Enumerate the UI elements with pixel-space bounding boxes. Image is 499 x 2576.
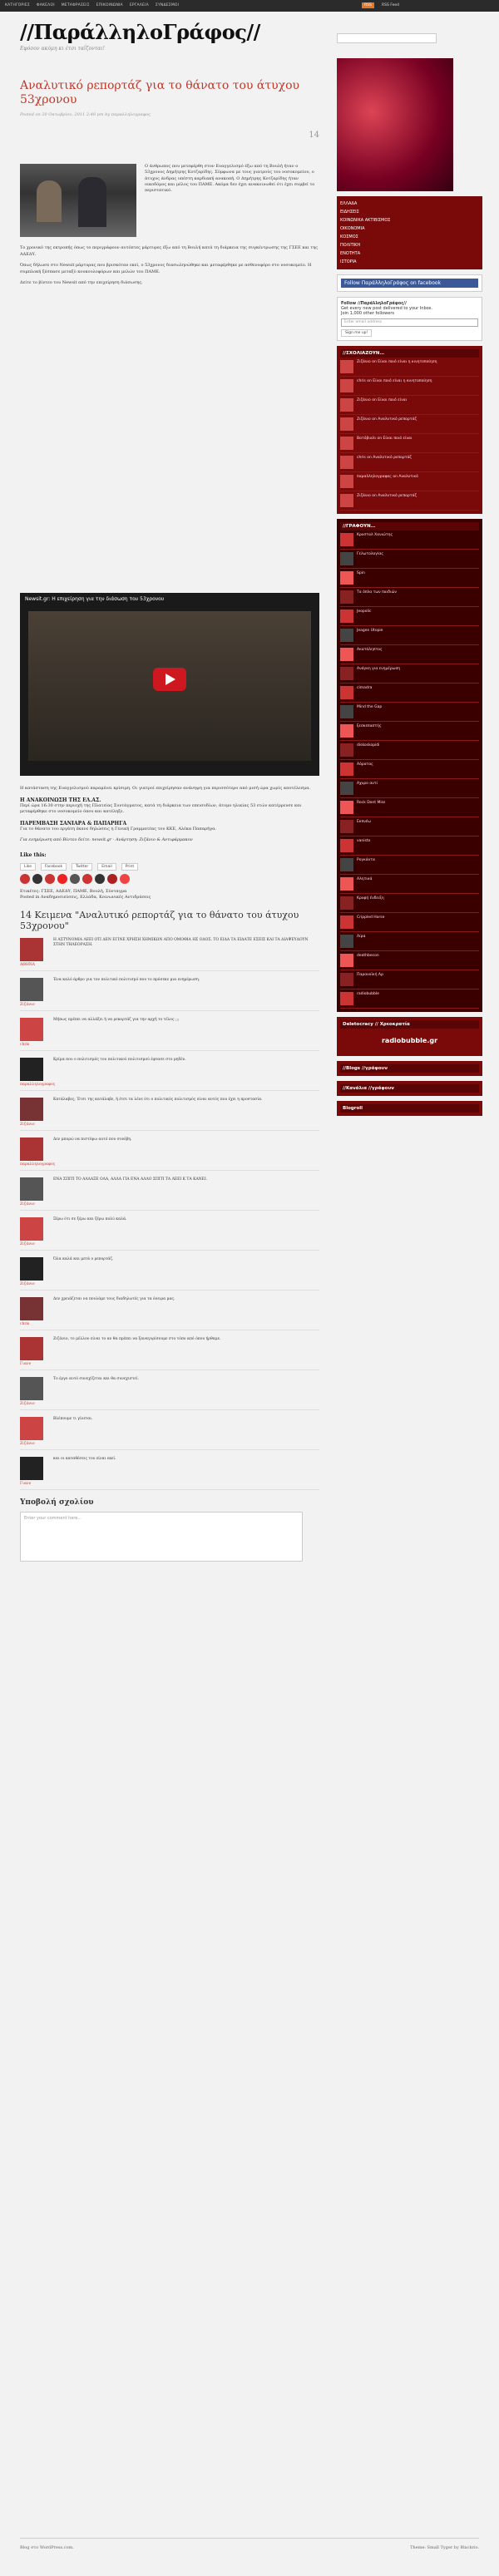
comment-author[interactable]: Ζιζάνιο	[20, 1441, 35, 1446]
comment-text: Μήπως πρέπει να αλλάξει ή να ρεκορτάζ για την αρχή το τέλος ;;;	[53, 1017, 180, 1022]
comment-text: Δεν μπορώ να πιστέψω αυτό που συνέβη.	[53, 1137, 132, 1142]
sign-up-button[interactable]: Sign me up!	[341, 329, 372, 337]
writer-thumbnail	[340, 935, 353, 948]
avatar[interactable]	[20, 1177, 43, 1201]
writer-thumbnail	[340, 724, 353, 738]
writer-thumbnail	[340, 820, 353, 833]
avatar[interactable]	[45, 874, 55, 884]
recent-comment-text: Βατόβιαλι on Είναι ποιό είναι	[357, 437, 413, 441]
avatar[interactable]	[20, 1018, 43, 1041]
comment	[20, 1171, 319, 1211]
avatar[interactable]	[20, 978, 43, 1001]
comment-text: Ζιζάνιο, το μέλλον είναι το αν θα πρέπει να ξαναγυρίσουμε στο τόπο από όπου ήρθαμε.	[53, 1336, 221, 1341]
writer-thumbnail	[340, 648, 353, 661]
category-list	[340, 200, 479, 266]
avatar[interactable]	[82, 874, 92, 884]
main-content	[20, 79, 319, 1521]
comment	[20, 1051, 319, 1091]
video-player[interactable]	[20, 593, 319, 776]
writer-item[interactable]	[340, 683, 479, 703]
footer-theme[interactable]: Theme: Small Tyger by Blackrio.	[410, 2545, 479, 2550]
writer-item[interactable]	[340, 836, 479, 856]
comment-text: Ένα καλό άρθρο για τον πολιτικό πολιτισμό που το πρόσεκε μια ενημέρωση.	[53, 977, 200, 982]
avatar	[340, 360, 353, 373]
nav-item[interactable]: ΕΡΓΑΛΕΙΑ	[129, 3, 149, 7]
recent-comment-item[interactable]	[340, 472, 479, 491]
avatar	[340, 494, 353, 507]
twitter-share-button[interactable]: Twitter	[72, 863, 92, 871]
paragraph: Η κατάσταση της Ευαγγελισμού παραμένει κρίσιμη. Οι γιατροί επιχείρησαν ανάνηψη για περισσότερο από μισή ώρα χωρίς αποτέλεσμα.	[20, 786, 311, 791]
comment-author[interactable]: Γιανν	[20, 1361, 32, 1366]
avatar[interactable]	[20, 1257, 43, 1281]
site-header	[20, 20, 319, 52]
writer-item[interactable]	[340, 760, 479, 779]
categories-box	[337, 196, 482, 269]
rss-feed-link[interactable]: RSS Feed	[381, 3, 399, 7]
avatar[interactable]	[20, 1137, 43, 1161]
comments-heading: 14 Κειμενα "Αναλυτικό ρεπορτάζ για το θάνατο του άτυχου 53χρονου"	[20, 909, 299, 931]
writers-box	[337, 519, 482, 1012]
comment-text: Ξέρω ότι σε ξέρω και ξέρω πολύ καλά.	[53, 1216, 127, 1221]
comment-author[interactable]: Ζιζάνιο	[20, 1122, 35, 1127]
recent-comment-text: chris on Είναι ποιό είναι η κινητοποίηση	[357, 379, 432, 383]
comment	[20, 1410, 319, 1450]
writer-thumbnail	[340, 782, 353, 795]
category-item[interactable]: ΟΙΚΟΝΟΜΙΑ	[340, 226, 365, 231]
comment	[20, 1370, 319, 1410]
writer-item[interactable]	[340, 530, 479, 550]
writer-thumbnail	[340, 571, 353, 585]
post-body	[20, 245, 319, 287]
recent-comment-text: Ζιζάνιο on Αναλυτικό ρεπορτάζ	[357, 417, 417, 422]
play-icon[interactable]	[153, 668, 186, 691]
facebook-follow-box[interactable]	[337, 274, 482, 292]
writer-name: Κρυφή ένδειξη	[357, 896, 384, 901]
avatar[interactable]	[20, 1417, 43, 1440]
post-title[interactable]: Αναλυτικό ρεπορτάζ για το θάνατο του άτυχου 53χρονου	[20, 79, 300, 106]
sidebar	[337, 58, 482, 1116]
writers-list	[340, 530, 479, 1009]
site-title[interactable]: //ΠαράλληλοΓράφος//	[20, 20, 260, 44]
writer-item[interactable]	[340, 951, 479, 970]
follow-title: Follow //ΠαράλληλοΓράφος//	[341, 301, 407, 306]
comment-text: Βλέπουμε τι γίνεται.	[53, 1416, 93, 1421]
writer-name: Αόρατος	[357, 762, 373, 767]
print-button[interactable]: Print	[121, 863, 138, 871]
paragraph: Περί ώρα 16:30 στην περιοχή της Πλατείας Συντάγματος, κατά τη διάρκεια των επεισοδίων, άτομο ηλικίας 53 ετών κατέρρευσε και μεταφέρθηκε στο νοσοκομείο όπου και κατέληξε.	[20, 802, 302, 814]
rss-icon[interactable]: RSS	[362, 2, 374, 8]
writer-name: Παρανοϊκή Αρ	[357, 973, 383, 977]
comment-text: Η ΑΣΤΥΝΟΜΙΑ ΛΕΕΙ ΟΤΙ ΔΕΝ ΕΓΙΝΕ ΧΡΗΣΗ ΧΗΜΙΚΩΝ ΑΠΟ ΟΜΟΘΙΑ ΗΣ ΟΔΟΣ. ΤΟ ΕΙΔΑ ΤΑ ΕΙΔΑΤΕ ΕΣΕΙΣ ΚΑΙ ΤΑ ΔΙΑΨΕΥΔΟΥΝ ΣΤΗΝ ΤΗΛΕΟΡΑΣΗ.	[53, 937, 309, 948]
writer-thumbnail	[340, 858, 353, 871]
lead-paragraph: Ο άνθρωπος που μετεφέρθη στον Ευαγγελισμό έξω από τη Βουλή ήταν ο 53χρονος Δημήτρης Κοτζαρίδης. Σύμφωνα με τους γιατρούς του νοσοκομείου, ο άτυχος άνδρας υπέστη καρδιακή ανακοπή. Ο Δημήτρης Κοτζαρίδης ήταν οικοδόμος και μέλος του ΠΑΜΕ. Ακόμα δεν έχει ανακοινωθεί ότι έχει συμβεί το περιστατικό.	[145, 164, 315, 193]
facebook-share-button[interactable]: Facebook	[41, 863, 67, 871]
writer-name: cimadra	[357, 686, 373, 690]
writer-item[interactable]	[340, 607, 479, 626]
comment-author[interactable]: Ζιζάνιο	[20, 1241, 35, 1246]
avatar[interactable]	[20, 1058, 43, 1081]
paragraph: Όπως δήλωσε στο Newsit μάρτυρας που βρισκόταν εκεί, ο 53χρονος διασωληνώθηκε και μεταφέρθηκε με ασθενοφόρο στο νοσοκομείο. Η συμπλοκή ξέσπασε μεταξύ κουκουλοφόρων και μελών του ΠΑΜΕ.	[20, 263, 312, 274]
avatar	[340, 417, 353, 431]
category-item[interactable]: ΙΣΤΟΡΙΑ	[340, 259, 357, 264]
comment-author[interactable]: παραλληλογραφος	[20, 1162, 56, 1167]
writer-thumbnail	[340, 533, 353, 546]
writer-name: Ακατάληπτος	[357, 648, 383, 652]
comment	[20, 1011, 319, 1051]
writer-item[interactable]	[340, 875, 479, 894]
writer-name: Ανάγκη για ενημέρωση	[357, 667, 401, 671]
recent-comment-item[interactable]	[340, 434, 479, 453]
writer-item[interactable]	[340, 741, 479, 760]
writer-thumbnail	[340, 667, 353, 680]
paragraph: Δείτε το βίντεο του Newsit από την επιχείρηση διάσωσης.	[20, 280, 143, 285]
writer-item[interactable]	[340, 645, 479, 664]
writer-item[interactable]	[340, 798, 479, 817]
nav-item[interactable]: ΕΠΙΚΟΙΝΩΝΙΑ	[96, 3, 123, 7]
channels-box	[337, 1081, 482, 1096]
avatar[interactable]	[20, 938, 43, 961]
writer-item[interactable]	[340, 989, 479, 1009]
category-item[interactable]: ΕΛΛΑΔΑ	[340, 201, 358, 206]
comment	[20, 1290, 319, 1330]
section-heading: //Blogs //γράφουν	[340, 1064, 479, 1073]
writer-item[interactable]	[340, 626, 479, 645]
email-field[interactable]: Enter email address	[341, 318, 478, 327]
lead-image	[20, 164, 136, 237]
writer-name: Αλητικά	[357, 877, 373, 881]
writer-name: Mind the Gap	[357, 705, 383, 709]
writer-item[interactable]	[340, 856, 479, 875]
avatar[interactable]	[32, 874, 42, 884]
blogroll-box	[337, 1101, 482, 1116]
email-share-button[interactable]: Email	[97, 863, 116, 871]
writer-thumbnail	[340, 629, 353, 642]
comment	[20, 1131, 319, 1171]
comment-author[interactable]: Ζιζάνιο	[20, 1202, 35, 1207]
comment	[20, 971, 319, 1011]
recent-comments-box	[337, 346, 482, 514]
avatar	[340, 379, 353, 392]
recent-comment-text: chris on Αναλυτικό ρεπορτάζ	[357, 456, 412, 460]
avatar[interactable]	[20, 1377, 43, 1400]
writer-item[interactable]	[340, 913, 479, 932]
recent-comment-item[interactable]	[340, 415, 479, 434]
comment-text: Κρίμα που ο πολιτισμός του πολιτικού πολιτισμού έφτασε στο μηδέν.	[53, 1057, 186, 1062]
avatar[interactable]	[70, 874, 80, 884]
category-item[interactable]: ΕΝΟΤΗΤΑ	[340, 251, 361, 256]
avatar[interactable]	[20, 1217, 43, 1241]
comment-text: Κατάλαβες; Έτσι της κατάλαβε, ή έτσι τα λένε ότι ο πολιτικός πολιτισμός είναι αυτός που έχει η προστασία.	[53, 1097, 263, 1102]
comment	[20, 1211, 319, 1251]
writer-name: ξεσκεπαστής	[357, 724, 382, 728]
section-heading: //ΓΡΑΦΟΥΝ…	[340, 522, 479, 530]
writer-name: Αχυρο αντί	[357, 782, 378, 786]
nav-item[interactable]: ΦΑΚΕΛΟΙ	[36, 3, 55, 7]
comment-text: ΕΝΑ ΣΠΙΤΙ ΤΟ ΑΛΛΑΞΕ ΟΛΑ, ΑΛΛΑ ΓΙΑ ΕΝΑ ΑΛΛΟ ΣΠΙΤΙ ΤΑ ΛΕΕΙ Κ ΤΑ ΚΑΝΕΙ.	[53, 1177, 208, 1182]
site-description: Εφόσον ακόμη κι έτσι ταΐζονται!	[20, 46, 105, 52]
writer-item[interactable]	[340, 932, 479, 951]
writer-item[interactable]	[340, 664, 479, 683]
top-nav-menu	[0, 0, 499, 11]
search-input[interactable]	[337, 33, 437, 43]
recent-comment-text: Ζιζάνιο on Είναι ποιό είναι	[357, 398, 408, 402]
writer-thumbnail	[340, 762, 353, 776]
follow-join: Join 1,000 other followers	[341, 311, 394, 316]
writer-item[interactable]	[340, 779, 479, 798]
writer-thumbnail	[340, 896, 353, 910]
comment-author[interactable]: ΑΘΗΝΑ	[20, 962, 36, 967]
post-meta: Posted on 20 Οκτωβρίου, 2011 2:48 pm by παραλληλογραφος	[20, 111, 151, 117]
writer-name: Crippled Horse	[357, 915, 385, 920]
comment-text: και οι καταθέσεις του είναι εκεί.	[53, 1456, 116, 1461]
writer-thumbnail	[340, 686, 353, 699]
writer-thumbnail	[340, 877, 353, 891]
writer-name: deathbecon	[357, 954, 379, 958]
writer-name: Κρυσταλ Χανιώτης	[357, 533, 393, 537]
section-heading: Deletocracy // Χρεοκρατία	[340, 1020, 479, 1029]
writer-thumbnail	[340, 839, 353, 852]
share-buttons	[20, 863, 319, 871]
writer-name: Τα όπλα των παιδιών	[357, 590, 397, 595]
comment-list	[20, 931, 319, 1490]
category-item[interactable]: ΚΟΣΜΟΣ	[340, 234, 358, 239]
writer-name: Γελωτολογίας	[357, 552, 384, 556]
nav-item[interactable]: ΚΑΤΗΓΟΡΙΕΣ	[5, 3, 30, 7]
comment-author[interactable]: Γιανν	[20, 1481, 32, 1486]
category-item[interactable]: ΕΙΔΗΣΕΙΣ	[340, 210, 359, 215]
writer-thumbnail	[340, 590, 353, 604]
comment-author[interactable]: chris	[20, 1321, 30, 1326]
recent-comment-text: Ζιζάνιο on Αναλυτικό ρεπορτάζ	[357, 494, 417, 498]
nav-item[interactable]: ΣΥΝΔΕΣΜΟΙ	[155, 3, 180, 7]
writer-name: Ρογκάντα	[357, 858, 375, 862]
email-follow-box	[337, 297, 482, 341]
avatar[interactable]	[57, 874, 67, 884]
comment-author[interactable]: Ζιζάνιο	[20, 1002, 35, 1007]
writer-name: vanisto	[357, 839, 371, 843]
top-nav-bar	[0, 0, 499, 12]
comment-text: Όλα καλά και μετά ο ρεπορτάζ.	[53, 1256, 114, 1261]
comment-text: Δεν χρειάζεται να πουλάμε τους διαδηλωτές για τα όνειρα μας.	[53, 1296, 175, 1301]
comment-count[interactable]: 14	[309, 131, 319, 140]
writer-thumbnail	[340, 743, 353, 757]
writer-name: Λίρα	[357, 935, 366, 939]
writer-thumbnail	[340, 801, 353, 814]
recent-comment-item[interactable]	[340, 453, 479, 472]
source-line: Για ενημέρωση από Βίντεο δείτε: newsit.gr · Ανάρτηση: Ζιζάνιο & Αντιφάρμακον	[20, 837, 193, 842]
sidebar-banner[interactable]	[337, 58, 453, 191]
share-label: Like this:	[20, 851, 47, 858]
section-heading: //Κανάλια //γράφουν	[340, 1084, 479, 1093]
comment	[20, 1251, 319, 1290]
avatar	[340, 456, 353, 469]
recent-comment-item[interactable]	[340, 358, 479, 377]
section-heading: ΠΑΡΕΜΒΑΣΗ ΣΑΝΙΑΡΑ & ΠΑΠΑΡΗΓΑ	[20, 820, 127, 827]
avatar	[340, 437, 353, 450]
recent-comment-item[interactable]	[340, 396, 479, 415]
comment	[20, 1330, 319, 1370]
reply-heading: Υποβολή σχολίου	[20, 1498, 94, 1507]
category-item[interactable]: ΚΟΙΝΩΝΙΚΑ ΑΚΤΙΒΙΣΜΟΣ	[340, 218, 391, 223]
post-body-lower	[20, 786, 319, 1562]
nav-item[interactable]: ΜΕΤΑΦΡΑΣΕΙΣ	[61, 3, 90, 7]
writer-name: diskoskopidi	[357, 743, 380, 748]
writer-item[interactable]	[340, 703, 479, 722]
writer-item[interactable]	[340, 588, 479, 607]
writer-item[interactable]	[340, 550, 479, 569]
avatar	[340, 398, 353, 412]
radio-box	[337, 1017, 482, 1056]
avatar	[340, 475, 353, 488]
writer-thumbnail	[340, 954, 353, 967]
categories-line[interactable]: Posted in Αναδημοσιεύσεις, Ελλάδα, Κοινωνικές Αντιδράσεις	[20, 895, 151, 900]
paragraph: Για το θάνατο του εργάτη έκανε δηλώσεις η Γενική Γραμματέας του ΚΚΕ, Αλέκα Παπαρήγα.	[20, 826, 217, 832]
writer-name: Rock Dont Miss	[357, 801, 386, 805]
footer-credit[interactable]: Blog στο WordPress.com.	[20, 2545, 74, 2550]
writer-item[interactable]	[340, 817, 479, 836]
writer-item[interactable]	[340, 970, 479, 989]
section-heading: //ΣΧΟΛΙΑΖΟΥΝ…	[340, 349, 479, 358]
facebook-follow-label[interactable]: Follow ΠαράλληλοΓράφος on facebook	[341, 279, 478, 288]
paragraph: Το χρονικό της εκτροπής όπως το περιγράφουν αυτόπτες μάρτυρες έξω από τη Βουλή κατά τη διάρκεια της συγκέντρωσης της ΓΣΕΕ και της ΑΔΕΔΥ.	[20, 245, 318, 257]
follow-text: Get every new post delivered to your Inbox.	[341, 306, 433, 311]
section-heading: Η ΑΝΑΚΟΙΝΩΣΗ ΤΗΣ ΕΛ.ΑΣ.	[20, 797, 101, 803]
writer-name: Εκπνέω	[357, 820, 371, 824]
writer-thumbnail	[340, 992, 353, 1005]
footer	[20, 2538, 479, 2550]
writer-thumbnail	[340, 609, 353, 623]
comment-author[interactable]: chris	[20, 1042, 30, 1047]
section-heading: Blogroll	[340, 1104, 479, 1113]
avatar[interactable]	[20, 1297, 43, 1320]
avatar[interactable]	[107, 874, 117, 884]
writer-name: Jeopolic	[357, 609, 372, 614]
writer-thumbnail	[340, 973, 353, 986]
comment-author[interactable]: Ζιζάνιο	[20, 1281, 35, 1286]
writer-thumbnail	[340, 915, 353, 929]
comment-text: Το έργο αυτό συνεχίζεται και θα συνεχιστεί.	[53, 1376, 139, 1381]
recent-comment-item[interactable]	[340, 491, 479, 511]
writer-name: radiobubble	[357, 992, 379, 996]
writer-thumbnail	[340, 705, 353, 718]
comment-textarea[interactable]: Enter your comment here...	[20, 1512, 303, 1562]
writer-name: Spin	[357, 571, 365, 575]
comment-author[interactable]: Ζιζάνιο	[20, 1401, 35, 1406]
writer-item[interactable]	[340, 722, 479, 741]
radio-logo[interactable]: radiobubble.gr	[381, 1037, 438, 1044]
recent-comments-list	[340, 358, 479, 511]
comment	[20, 931, 319, 971]
reply-box	[20, 1498, 319, 1562]
writer-thumbnail	[340, 552, 353, 565]
like-button[interactable]: Like	[20, 863, 36, 871]
comment	[20, 1450, 319, 1490]
video-title: Newsit.gr: Η επιχείρηση για την διάσωση του 53χρονου	[25, 596, 165, 602]
avatar[interactable]	[20, 1098, 43, 1121]
recent-comment-text: Ζιζάνιο on Είναι ποιό είναι η κινητοποίηση	[357, 360, 437, 364]
avatar[interactable]	[20, 874, 30, 884]
recent-comment-text: παραλληλογραφος on Αναλυτικό	[357, 475, 418, 479]
avatar[interactable]	[95, 874, 105, 884]
blogs-box	[337, 1061, 482, 1076]
recent-comment-item[interactable]	[340, 377, 479, 396]
avatar[interactable]	[120, 874, 130, 884]
writer-name: Jeagen Utopie	[357, 629, 383, 633]
writer-item[interactable]	[340, 894, 479, 913]
avatar[interactable]	[20, 1457, 43, 1480]
category-item[interactable]: ΠΟΛΙΤΙΚΗ	[340, 243, 361, 248]
tags-line[interactable]: Ετικέτες: ΓΣΕΕ, ΑΔΕΔΥ, ΠΑΜΕ, Βουλή, Σύνταγμα	[20, 888, 127, 894]
comment	[20, 1091, 319, 1131]
avatar[interactable]	[20, 1337, 43, 1360]
comment-author[interactable]: παραλληλογραφος	[20, 1082, 56, 1087]
writer-item[interactable]	[340, 569, 479, 588]
likers-avatars	[20, 874, 319, 884]
